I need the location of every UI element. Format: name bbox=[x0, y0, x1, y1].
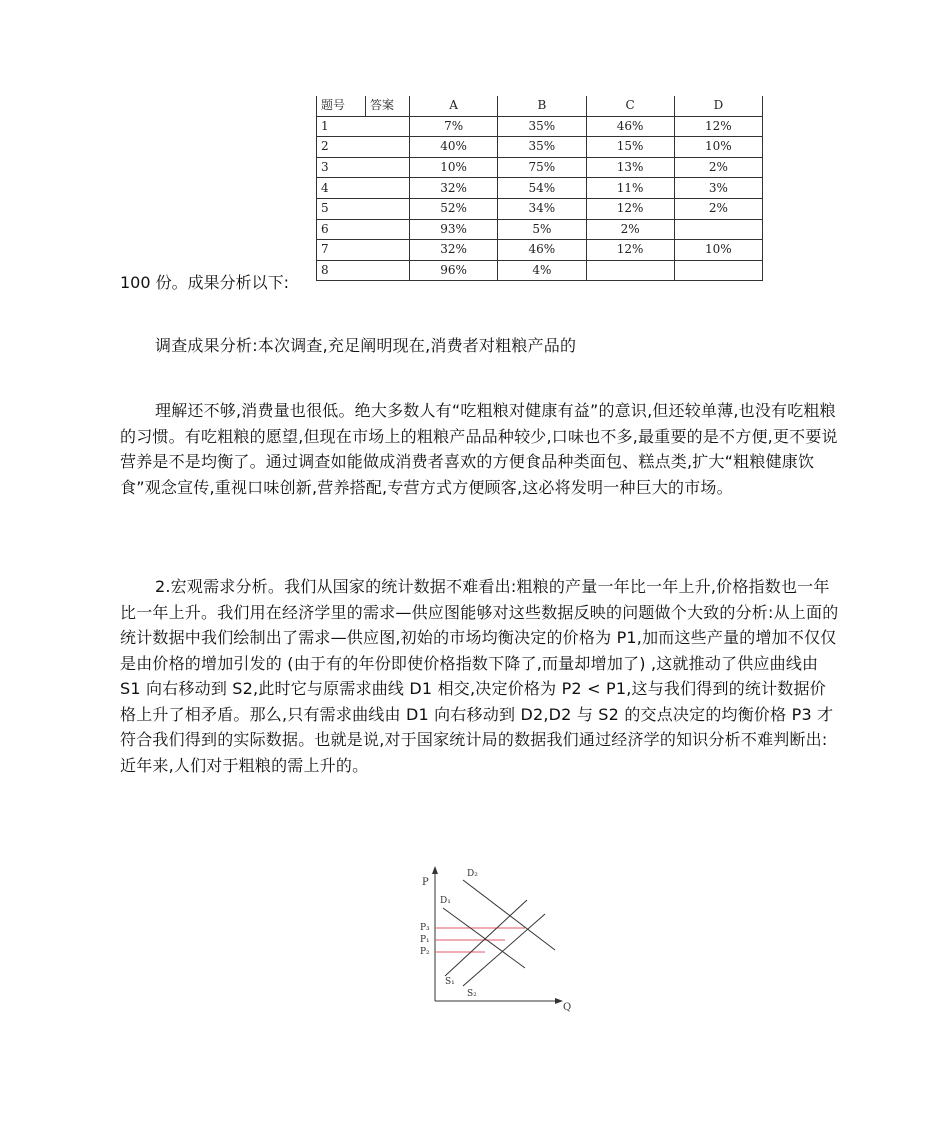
question-number-cell: 1 bbox=[317, 116, 366, 137]
option-c-cell: 46% bbox=[586, 116, 674, 137]
table-row bbox=[317, 137, 763, 158]
survey-results-table bbox=[316, 96, 763, 281]
price-label-p3: P₃ bbox=[420, 923, 430, 933]
header-question-number: 题号 bbox=[317, 96, 366, 116]
table-row bbox=[317, 260, 763, 281]
option-b-cell: 35% bbox=[498, 137, 586, 158]
option-d-cell: 3% bbox=[674, 178, 762, 199]
table-row bbox=[317, 219, 763, 240]
option-a-cell: 32% bbox=[410, 178, 498, 199]
answer-cell bbox=[366, 260, 410, 281]
demand-curve-d2 bbox=[463, 880, 555, 950]
option-b-cell: 35% bbox=[498, 116, 586, 137]
header-answer: 答案 bbox=[366, 96, 410, 116]
option-b-cell: 5% bbox=[498, 219, 586, 240]
option-d-cell: 10% bbox=[674, 240, 762, 261]
option-a-cell: 96% bbox=[410, 260, 498, 281]
answer-cell bbox=[366, 157, 410, 178]
question-number-cell: 7 bbox=[317, 240, 366, 261]
table-row bbox=[317, 116, 763, 137]
question-number-cell: 6 bbox=[317, 219, 366, 240]
option-c-cell: 13% bbox=[586, 157, 674, 178]
option-d-cell bbox=[674, 219, 762, 240]
option-a-cell: 93% bbox=[410, 219, 498, 240]
answer-cell bbox=[366, 240, 410, 261]
table-row bbox=[317, 198, 763, 219]
option-a-cell: 32% bbox=[410, 240, 498, 261]
question-number-cell: 4 bbox=[317, 178, 366, 199]
option-a-cell: 10% bbox=[410, 157, 498, 178]
question-number-cell: 2 bbox=[317, 137, 366, 158]
p-axis-arrow bbox=[432, 866, 438, 874]
question-number-cell: 5 bbox=[317, 198, 366, 219]
answer-cell bbox=[366, 178, 410, 199]
table-row bbox=[317, 157, 763, 178]
option-b-cell: 75% bbox=[498, 157, 586, 178]
option-d-cell: 2% bbox=[674, 157, 762, 178]
option-d-cell bbox=[674, 260, 762, 281]
table-row bbox=[317, 240, 763, 261]
option-a-cell: 7% bbox=[410, 116, 498, 137]
question-number-cell: 3 bbox=[317, 157, 366, 178]
table-row bbox=[317, 178, 763, 199]
price-label-p1: P₁ bbox=[420, 935, 430, 945]
header-option-d: D bbox=[674, 96, 762, 116]
question-number-cell: 8 bbox=[317, 260, 366, 281]
option-a-cell: 52% bbox=[410, 198, 498, 219]
p-axis-label: P bbox=[422, 877, 429, 888]
option-b-cell: 46% bbox=[498, 240, 586, 261]
header-option-a: A bbox=[410, 96, 498, 116]
supply-label-s1: S₁ bbox=[445, 977, 455, 987]
supply-curve-s2 bbox=[463, 914, 545, 986]
paragraph-macro-demand: 2.宏观需求分析。我们从国家的统计数据不难看出:粗粮的产量一年比一年上升,价格指数也一年比一年上升。我们用在经济学里的需求—供应图能够对这些数据反映的问题做个大致的分析:从上面的统计数据中我们绘制出了需求—供应图,初始的市场均衡决定的价格为 P1,加而这些产量的增加不仅仅是由价格的增加引发的 (由于有的年份即使价格指数下降了,而量却增加了) ,这就推动了供应曲线由 S1 向右移动到 S2,此时它与原需求曲线 D1 相交,决定价格为 P2 < P1,这与我们得到的统计数据价格上升了相矛盾。那么,只有需求曲线由 D1 向右移动到 D2,D2 与 S2 的交点决定的均衡价格 P3 才符合我们得到的实际数据。也就是说,对于国家统计局的数据我们通过经济学的知识分析不难判断出:近年来,人们对于粗粮的需上升的。 bbox=[120, 577, 839, 775]
option-b-cell: 34% bbox=[498, 198, 586, 219]
option-c-cell: 12% bbox=[586, 198, 674, 219]
option-c-cell: 2% bbox=[586, 219, 674, 240]
option-b-cell: 54% bbox=[498, 178, 586, 199]
demand-curve-d1 bbox=[443, 908, 525, 968]
paragraph-analysis-intro: 调查成果分析:本次调查,充足阐明现在,消费者对粗粮产品的 bbox=[155, 336, 577, 355]
option-d-cell: 10% bbox=[674, 137, 762, 158]
option-d-cell: 12% bbox=[674, 116, 762, 137]
demand-label-d2: D₂ bbox=[467, 869, 478, 879]
header-option-c: C bbox=[586, 96, 674, 116]
table-header-row bbox=[317, 96, 763, 116]
q-axis-label: Q bbox=[563, 1002, 572, 1013]
option-c-cell: 11% bbox=[586, 178, 674, 199]
answer-cell bbox=[366, 137, 410, 158]
header-option-b: B bbox=[498, 96, 586, 116]
price-label-p2: P₂ bbox=[420, 947, 430, 957]
supply-demand-diagram bbox=[405, 858, 585, 1018]
q-axis-arrow bbox=[555, 998, 563, 1004]
option-a-cell: 40% bbox=[410, 137, 498, 158]
answer-cell bbox=[366, 116, 410, 137]
option-c-cell bbox=[586, 260, 674, 281]
supply-label-s2: S₂ bbox=[467, 989, 477, 999]
lead-text: 100 份。成果分析以下: bbox=[120, 273, 290, 292]
demand-label-d1: D₁ bbox=[440, 896, 451, 906]
answer-cell bbox=[366, 198, 410, 219]
option-b-cell: 4% bbox=[498, 260, 586, 281]
option-c-cell: 12% bbox=[586, 240, 674, 261]
answer-cell bbox=[366, 219, 410, 240]
paragraph-analysis-body: 理解还不够,消费量也很低。绝大多数人有“吃粗粮对健康有益”的意识,但还较单薄,也没有吃粗粮的习惯。有吃粗粮的愿望,但现在市场上的粗粮产品品种较少,口味也不多,最重要的是不方便,更不要说营养是不是均衡了。通过调查如能做成消费者喜欢的方便食品种类面包、糕点类,扩大“粗粮健康饮食”观念宣传,重视口味创新,营养搭配,专营方式方便顾客,这必将发明一种巨大的市场。 bbox=[120, 401, 838, 497]
option-d-cell: 2% bbox=[674, 198, 762, 219]
option-c-cell: 15% bbox=[586, 137, 674, 158]
supply-curve-s1 bbox=[445, 900, 527, 976]
